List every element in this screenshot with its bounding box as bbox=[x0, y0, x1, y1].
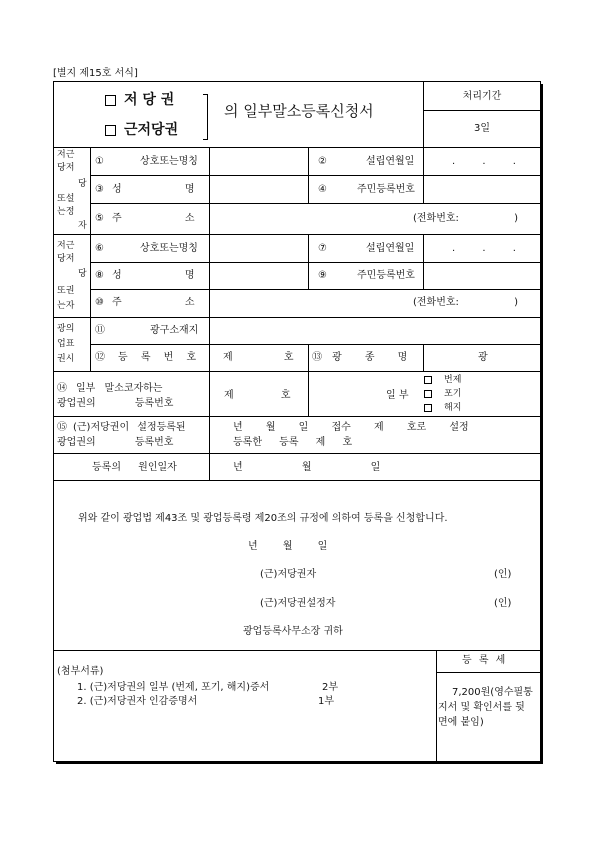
group1-label-5: 는정 bbox=[57, 207, 75, 217]
signer-mortgagee-seal[interactable]: (인) bbox=[494, 569, 512, 580]
field-input-trade-name-1[interactable] bbox=[210, 148, 307, 174]
field-label-address-2: 주 소 bbox=[112, 297, 195, 308]
group2-label-1: 저근 bbox=[57, 241, 75, 251]
fee-line-2: 지서 및 확인서를 뒷 bbox=[438, 702, 525, 713]
option-waiver: 포기 bbox=[444, 389, 462, 399]
field-input-mineral-type[interactable]: 광 bbox=[478, 352, 488, 363]
field-num-15: ⑮ bbox=[57, 422, 67, 433]
field-label-name-1: 성 명 bbox=[112, 184, 195, 195]
field-label-mineral-type: 광 종 명 bbox=[332, 352, 408, 363]
field-input-address-1[interactable] bbox=[210, 204, 410, 233]
field-phone-2[interactable]: (전화번호: ) bbox=[413, 297, 518, 308]
field-input-resident-number-2[interactable] bbox=[424, 263, 540, 288]
fee-line-1: 7,200원(영수필통 bbox=[452, 687, 533, 698]
group2-label-2: 당저 bbox=[57, 254, 75, 264]
field-label-resident-number-2: 주민등록번호 bbox=[357, 270, 415, 281]
attachment-item-1: 1. (근)저당권의 일부 (번제, 포기, 해지)증서 bbox=[77, 682, 270, 693]
processing-label: 처리기간 bbox=[462, 91, 502, 102]
field-label-name-2: 성 명 bbox=[112, 270, 195, 281]
field-input-address-2[interactable] bbox=[210, 290, 410, 316]
group3-label-1: 광의 bbox=[57, 324, 75, 334]
row15-label-line1: (근)저당권이 설정등록된 bbox=[73, 422, 186, 433]
group1-label-4: 또설 bbox=[57, 194, 75, 204]
row16-label: 등록의 원인일자 bbox=[92, 462, 177, 473]
title-option-mortgage: 저 당 권 bbox=[124, 92, 175, 108]
attachment-item-2: 2. (근)저당권자 인감증명서 bbox=[77, 696, 198, 707]
attachment-item-2-count: 1부 bbox=[318, 696, 335, 707]
field-num-4: ④ bbox=[318, 184, 327, 195]
field-input-founding-date-1[interactable]: . . . bbox=[452, 156, 528, 167]
group2-label-5: 는자 bbox=[57, 301, 75, 311]
field-num-13: ⑬ bbox=[312, 352, 322, 363]
row14-partial-label: 일 부 bbox=[386, 390, 409, 401]
field-num-3: ③ bbox=[95, 184, 104, 195]
addressee: 광업등록사무소장 귀하 bbox=[243, 626, 343, 637]
signer-mortgagor-seal[interactable]: (인) bbox=[494, 598, 512, 609]
field-input-founding-date-2[interactable]: . . . bbox=[452, 243, 528, 254]
checkbox-waiver[interactable] bbox=[424, 390, 432, 398]
attachments-header: (첨부서류) bbox=[57, 666, 104, 677]
checkbox-root-mortgage[interactable] bbox=[105, 125, 116, 136]
field-phone-1[interactable]: (전화번호: ) bbox=[413, 213, 518, 224]
group3-label-2: 업표 bbox=[57, 339, 75, 349]
field-input-registration-number[interactable]: 제 호 bbox=[223, 352, 294, 363]
row16-value[interactable]: 년 월 일 bbox=[233, 462, 381, 473]
row15-value-line2[interactable]: 등록한 등록 제 호 bbox=[233, 437, 353, 448]
field-label-registration-number: 등 록 번 호 bbox=[118, 352, 197, 363]
option-termination: 해지 bbox=[444, 403, 462, 413]
row15-value-line1[interactable]: 년 월 일 접수 제 호로 설정 bbox=[233, 422, 469, 433]
field-label-resident-number-1: 주민등록번호 bbox=[357, 184, 415, 195]
field-num-8: ⑧ bbox=[95, 270, 104, 281]
row15-label-line2: 광업권의 등록번호 bbox=[57, 437, 174, 448]
field-label-address-1: 주 소 bbox=[112, 213, 195, 224]
checkbox-mortgage[interactable] bbox=[105, 95, 116, 106]
field-num-5: ⑤ bbox=[95, 213, 104, 224]
field-input-name-2[interactable] bbox=[210, 263, 307, 288]
option-repayment: 번제 bbox=[444, 375, 462, 385]
fee-line-3: 면에 붙임) bbox=[438, 717, 484, 728]
group3-label-3: 권시 bbox=[57, 354, 75, 364]
group2-label-4: 또권 bbox=[57, 286, 75, 296]
title-bracket bbox=[203, 94, 208, 140]
field-input-trade-name-2[interactable] bbox=[210, 235, 307, 261]
signer-mortgagor-label: (근)저당권설정자 bbox=[260, 598, 336, 609]
field-num-10: ⑩ bbox=[95, 297, 104, 308]
field-num-6: ⑥ bbox=[95, 243, 104, 254]
field-num-12: ⑫ bbox=[95, 352, 105, 363]
attachment-item-1-count: 2부 bbox=[322, 682, 339, 693]
checkbox-repayment[interactable] bbox=[424, 376, 432, 384]
row14-value[interactable]: 제 호 bbox=[224, 390, 291, 401]
field-num-14: ⑭ bbox=[57, 383, 67, 394]
field-num-1: ① bbox=[95, 156, 104, 167]
declaration-text: 위와 같이 광업법 제43조 및 광업등록령 제20조의 규정에 의하여 등록을 신청합니다. bbox=[78, 513, 448, 524]
group1-label-3: 당 bbox=[78, 179, 87, 189]
field-num-2: ② bbox=[318, 156, 327, 167]
form-label: [별지 제15호 서식] bbox=[53, 68, 138, 79]
group1-label-2: 당저 bbox=[57, 163, 75, 173]
page-title: 의 일부말소등록신청서 bbox=[224, 102, 374, 120]
field-label-founding-date-1: 설립연월일 bbox=[366, 156, 415, 167]
field-num-9: ⑨ bbox=[318, 270, 327, 281]
field-label-trade-name-2: 상호또는명칭 bbox=[140, 243, 198, 254]
field-num-11: ⑪ bbox=[95, 325, 105, 336]
group2-label-3: 당 bbox=[78, 269, 87, 279]
field-label-founding-date-2: 설립연월일 bbox=[366, 243, 415, 254]
row14-label-line2: 광업권의 등록번호 bbox=[57, 398, 174, 409]
title-option-root-mortgage: 근저당권 bbox=[124, 122, 179, 138]
processing-value: 3일 bbox=[473, 123, 491, 134]
row14-label-line1: 일부 말소코자하는 bbox=[76, 383, 163, 394]
field-num-7: ⑦ bbox=[318, 243, 327, 254]
group1-label-1: 저근 bbox=[57, 150, 75, 160]
field-label-mine-location: 광구소재지 bbox=[150, 325, 199, 336]
signer-mortgagee-label: (근)저당권자 bbox=[260, 569, 317, 580]
field-input-name-1[interactable] bbox=[210, 176, 307, 202]
fee-label: 등 록 세 bbox=[462, 655, 506, 666]
field-input-resident-number-1[interactable] bbox=[424, 176, 540, 202]
application-date[interactable]: 년 월 일 bbox=[248, 541, 328, 552]
field-input-mine-location[interactable] bbox=[210, 318, 540, 343]
checkbox-termination[interactable] bbox=[424, 404, 432, 412]
group1-label-6: 자 bbox=[78, 221, 87, 231]
field-label-trade-name-1: 상호또는명칭 bbox=[140, 156, 198, 167]
